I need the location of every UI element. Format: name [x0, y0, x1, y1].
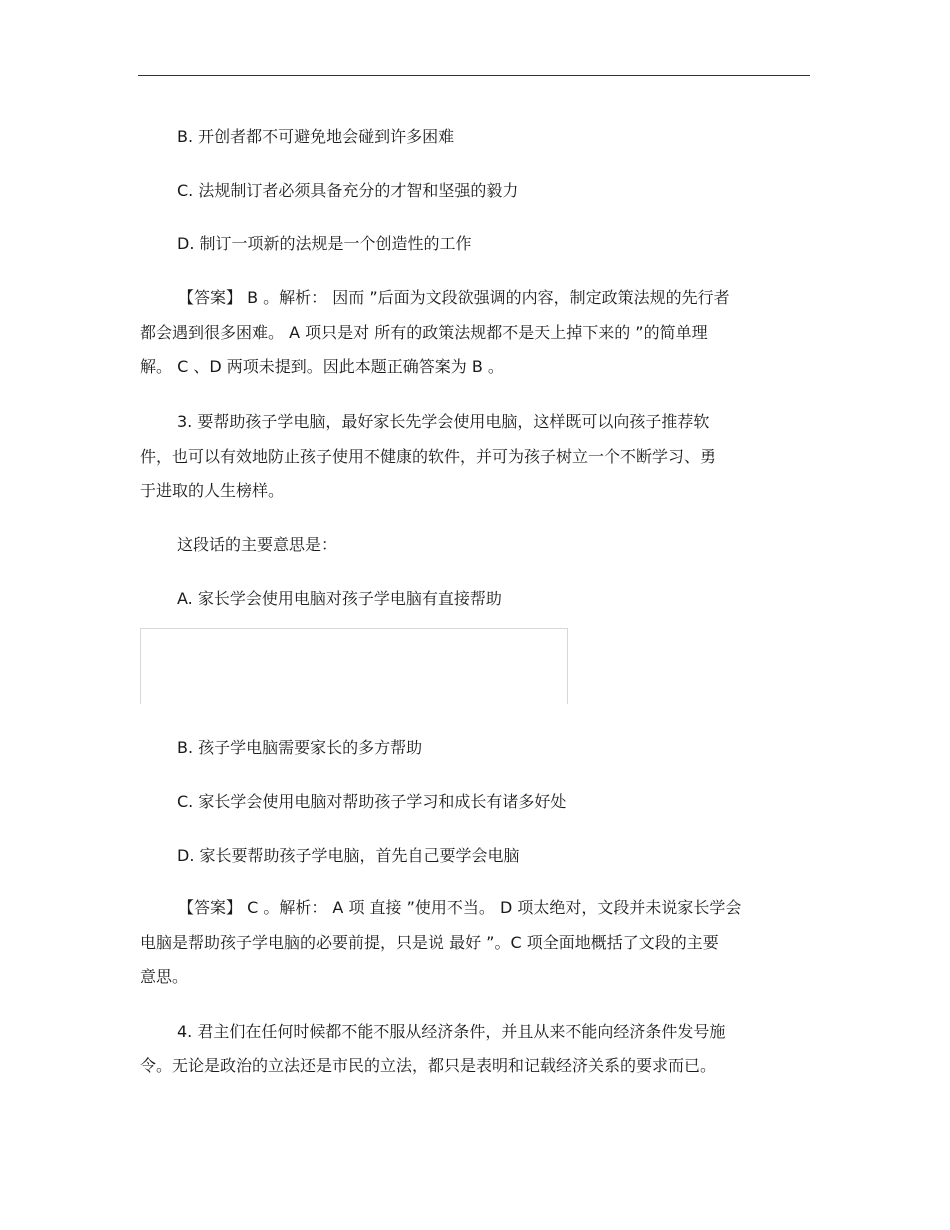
q3-option-c: C. 家长学会使用电脑对帮助孩子学习和成长有诸多好处 — [177, 792, 567, 811]
q4-stem-line-1: 4. 君主们在任何时候都不能不服从经济条件，并且从来不能向经济条件发号施 — [177, 1022, 726, 1041]
header-rule — [138, 75, 810, 76]
blank-image-frame — [140, 628, 568, 704]
q3-answer-line-1: 【答案】 C 。解析： A 项 直接 ”使用不当。 D 项太绝对，文段并未说家长学会 — [178, 898, 742, 917]
q3-answer-line-2: 电脑是帮助孩子学电脑的必要前提，只是说 最好 ”。C 项全面地概括了文段的主要 — [140, 933, 719, 952]
q4-stem-line-2: 令。无论是政治的立法还是市民的立法，都只是表明和记载经济关系的要求而已。 — [140, 1056, 717, 1075]
q3-stem-line-2: 件，也可以有效地防止孩子使用不健康的软件，并可为孩子树立一个不断学习、勇 — [140, 447, 717, 466]
q3-option-b: B. 孩子学电脑需要家长的多方帮助 — [177, 738, 423, 757]
q2-option-d: D. 制订一项新的法规是一个创造性的工作 — [177, 234, 472, 253]
q2-option-c: C. 法规制订者必须具备充分的才智和坚强的毅力 — [177, 181, 519, 200]
q3-option-a: A. 家长学会使用电脑对孩子学电脑有直接帮助 — [177, 589, 502, 608]
q3-prompt: 这段话的主要意思是： — [177, 535, 338, 554]
q3-answer-line-3: 意思。 — [140, 967, 189, 986]
q3-stem-line-1: 3. 要帮助孩子学电脑，最好家长先学会使用电脑，这样既可以向孩子推荐软 — [177, 412, 710, 431]
q3-option-d: D. 家长要帮助孩子学电脑，首先自己要学会电脑 — [177, 846, 520, 865]
q2-answer-line-2: 都会遇到很多困难。 A 项只是对 所有的政策法规都不是天上掉下来的 ”的简单理 — [140, 323, 708, 342]
q2-answer-line-1: 【答案】 B 。解析： 因而 ”后面为文段欲强调的内容，制定政策法规的先行者 — [178, 288, 730, 307]
q2-option-b: B. 开创者都不可避免地会碰到许多困难 — [177, 127, 455, 146]
q2-answer-line-3: 解。 C 、D 两项未提到。因此本题正确答案为 B 。 — [140, 357, 504, 376]
q3-stem-line-3: 于进取的人生榜样。 — [140, 481, 285, 500]
